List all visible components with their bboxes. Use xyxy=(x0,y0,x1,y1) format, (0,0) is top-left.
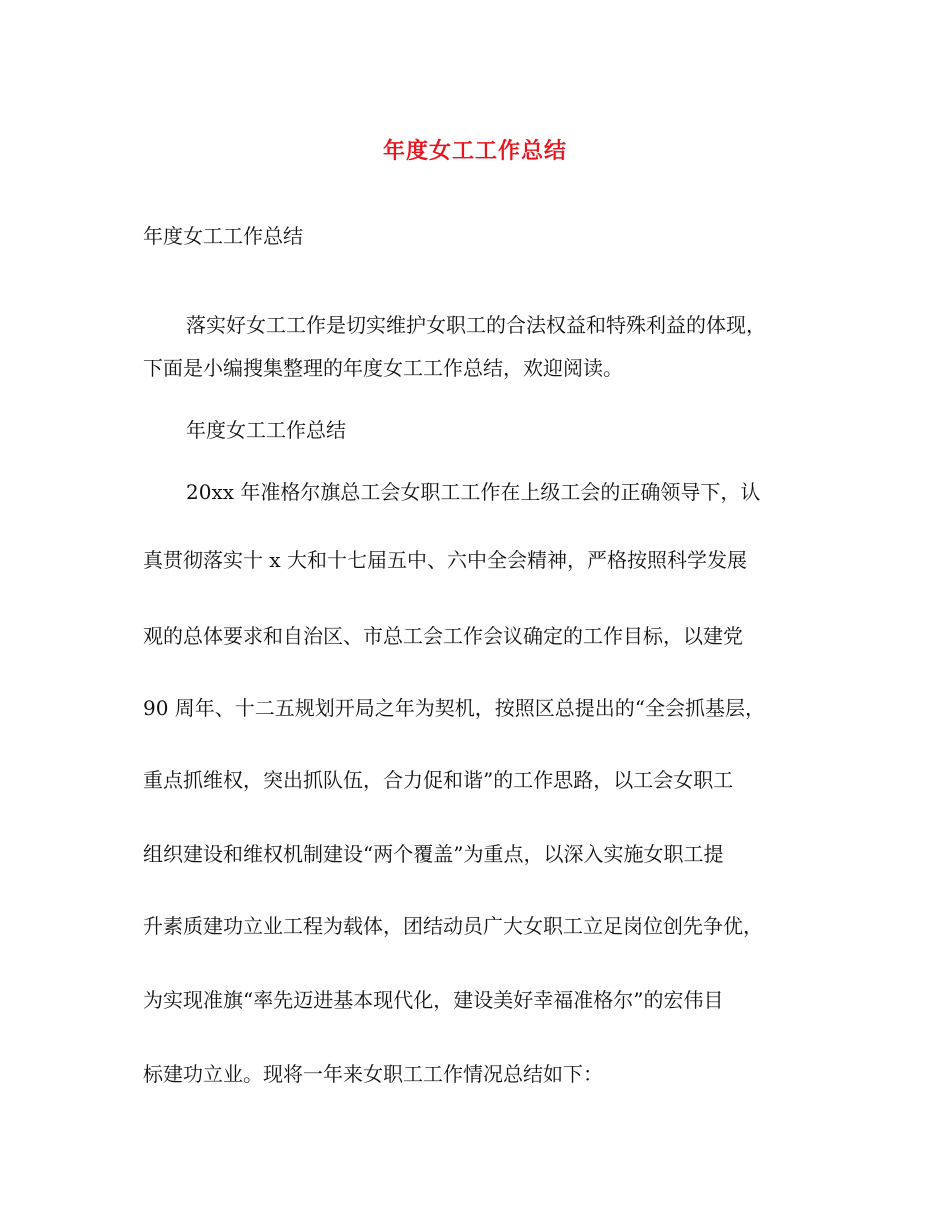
paragraph-line: 下面是小编搜集整理的年度女工工作总结，欢迎阅读。 xyxy=(143,356,623,380)
paragraph-line: 标建功立业。现将一年来女职工工作情况总结如下： xyxy=(143,1062,603,1086)
section-heading-line: 年度女工工作总结 xyxy=(186,418,346,442)
paragraph-line: 组织建设和维权机制建设“两个覆盖”为重点，以深入实施女职工提 xyxy=(143,842,724,866)
paragraph-line: 真贯彻落实十 x 大和十七届五中、六中全会精神，严格按照科学发展 xyxy=(143,548,747,572)
subtitle-line: 年度女工工作总结 xyxy=(143,224,303,248)
paragraph-line: 20xx 年准格尔旗总工会女职工工作在上级工会的正确领导下，认 xyxy=(186,480,761,504)
paragraph-line: 观的总体要求和自治区、市总工会工作会议确定的工作目标，以建党 xyxy=(143,624,743,648)
paragraph-line: 落实好女工工作是切实维护女职工的合法权益和特殊利益的体现， xyxy=(186,313,766,337)
document-title: 年度女工工作总结 xyxy=(382,138,567,164)
paragraph-line: 90 周年、十二五规划开局之年为契机，按照区总提出的“全会抓基层， xyxy=(143,696,766,720)
paragraph-line: 升素质建功立业工程为载体，团结动员广大女职工立足岗位创先争优， xyxy=(143,914,763,938)
paragraph-line: 重点抓维权，突出抓队伍，合力促和谐”的工作思路，以工会女职工 xyxy=(143,768,734,792)
paragraph-line: 为实现准旗“率先迈进基本现代化，建设美好幸福准格尔”的宏伟目 xyxy=(143,988,724,1012)
